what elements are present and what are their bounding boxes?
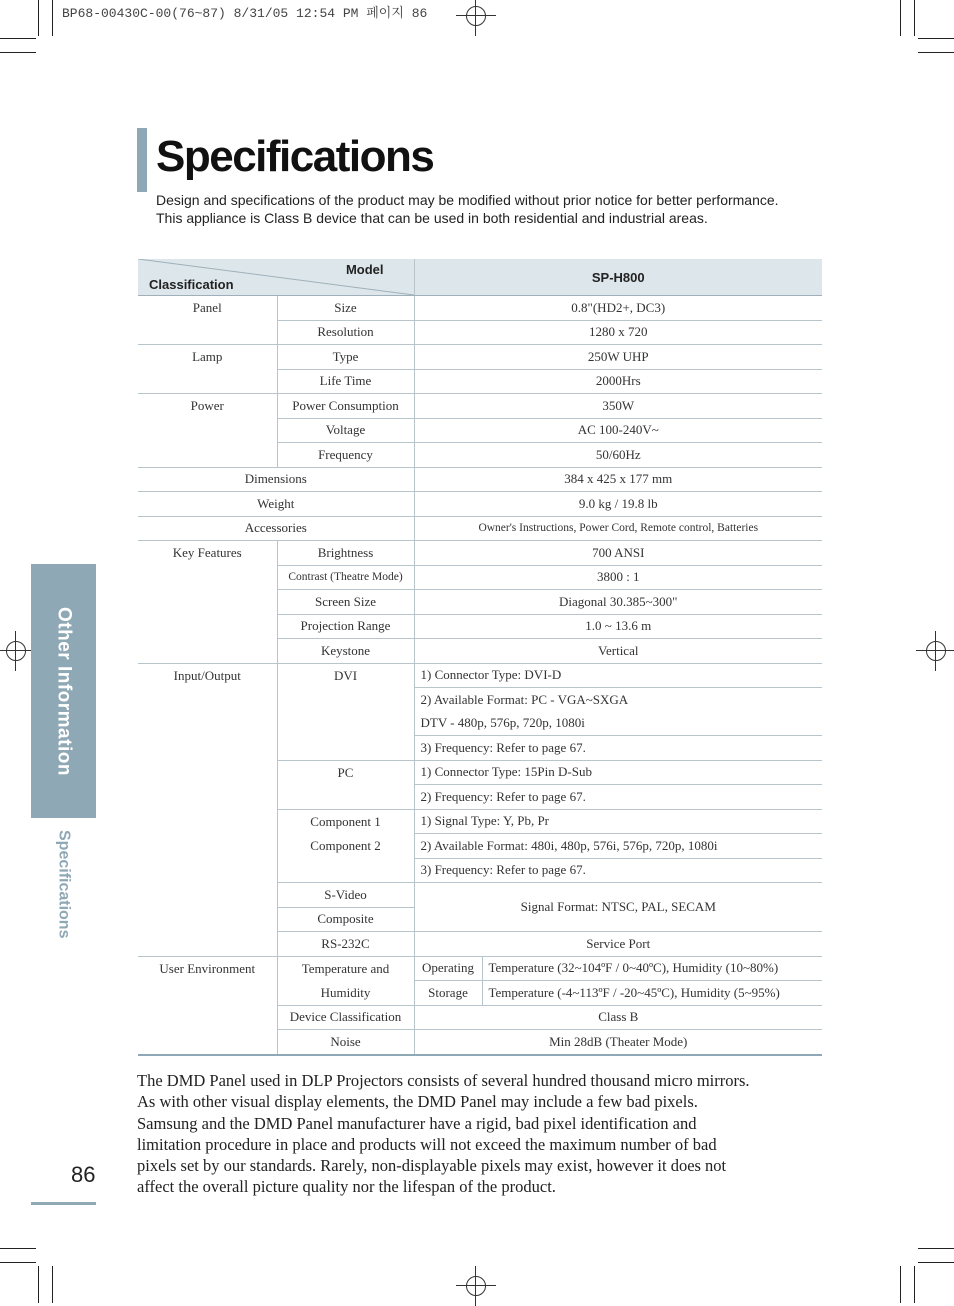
row-label: Keystone (277, 639, 414, 664)
crop-mark (52, 1266, 53, 1303)
note-line: pixels set by our standards. Rarely, non-displayable pixels may exist, however it does not (137, 1156, 727, 1176)
row-value: 1.0 ~ 13.6 m (414, 614, 822, 639)
note-line: Samsung and the DMD Panel manufacturer have a rigid, bad pixel identification and (137, 1113, 697, 1133)
group-label: Power (138, 394, 277, 468)
row-label: Accessories (138, 516, 414, 541)
group-label: Input/Output (138, 663, 277, 956)
crop-mark (0, 1262, 36, 1263)
crop-mark (900, 1266, 901, 1303)
crop-mark (52, 0, 53, 36)
title-accent-bar (137, 128, 147, 192)
note-line: The DMD Panel used in DLP Projectors consists of several hundred thousand micro mirrors. (137, 1071, 750, 1090)
row-value: 700 ANSI (414, 541, 822, 566)
row-value: 384 x 425 x 177 mm (414, 467, 822, 492)
row-label: Brightness (277, 541, 414, 566)
row-value: Owner's Instructions, Power Cord, Remote control, Batteries (414, 516, 822, 541)
row-label: Power Consumption (277, 394, 414, 419)
row-value: Signal Format: NTSC, PAL, SECAM (414, 883, 822, 932)
row-value: 2) Available Format: 480i, 480p, 576i, 576p, 720p, 1080i (414, 834, 822, 859)
dmd-panel-note (137, 1070, 817, 1198)
crop-mark (914, 1266, 915, 1303)
row-label: Component 1 (277, 809, 414, 834)
row-value: 3800 : 1 (414, 565, 822, 590)
crop-mark (900, 0, 901, 36)
row-value: Vertical (414, 639, 822, 664)
row-label: Voltage (277, 418, 414, 443)
crop-mark (0, 52, 36, 53)
group-label: Lamp (138, 345, 277, 394)
group-label: Key Features (138, 541, 277, 664)
model-name: SP-H800 (414, 259, 822, 296)
table-row (138, 541, 822, 566)
row-label: Resolution (277, 320, 414, 345)
row-value: Temperature (-4~113ºF / -20~45ºC), Humidity (5~95%) (482, 981, 822, 1006)
row-value: 250W UHP (414, 345, 822, 370)
row-value: 3) Frequency: Refer to page 67. (414, 736, 822, 761)
group-label: User Environment (138, 956, 277, 1055)
row-label: Dimensions (138, 467, 414, 492)
row-sub-label: Operating (414, 956, 482, 981)
table-row (138, 467, 822, 492)
row-value: 2) Available Format: PC - VGA~SXGA (420, 691, 629, 707)
row-value: Diagonal 30.385~300" (414, 590, 822, 615)
row-value: 1) Signal Type: Y, Pb, Pr (414, 809, 822, 834)
row-label: Type (277, 345, 414, 370)
section-name: Other Information (53, 606, 75, 776)
page-number: 86 (71, 1162, 96, 1187)
row-value: 3) Frequency: Refer to page 67. (414, 858, 822, 883)
table-row (138, 345, 822, 370)
row-value: 2) Frequency: Refer to page 67. (414, 785, 822, 810)
row-label: RS-232C (277, 932, 414, 957)
table-row (138, 663, 822, 688)
row-label: DVI (277, 663, 414, 760)
header-model: Model (345, 262, 384, 277)
row-value: Min 28dB (Theater Mode) (414, 1030, 822, 1055)
row-label: Projection Range (277, 614, 414, 639)
crop-mark (918, 52, 954, 53)
row-value: Class B (414, 1005, 822, 1030)
row-value: 1280 x 720 (414, 320, 822, 345)
row-label (277, 858, 414, 883)
row-value: DTV - 480p, 576p, 720p, 1080i (414, 712, 822, 736)
row-label: Frequency (277, 443, 414, 468)
header-classification: Classification (149, 277, 234, 292)
crop-mark (0, 1248, 36, 1249)
row-value: 1) Connector Type: 15Pin D-Sub (414, 760, 822, 785)
row-value: 2000Hrs (414, 369, 822, 394)
row-sub-label: Storage (414, 981, 482, 1006)
row-label: Screen Size (277, 590, 414, 615)
side-subsection (31, 830, 96, 939)
table-row (138, 956, 822, 981)
table-row (138, 394, 822, 419)
row-value: AC 100-240V~ (414, 418, 822, 443)
intro-line: Design and specifications of the product may be modified without prior notice for better performance. (156, 192, 779, 208)
row-value: Service Port (414, 932, 822, 957)
row-value: 1) Connector Type: DVI-D (414, 663, 822, 688)
note-line: limitation procedure in place and products will not exceed the maximum number of bad (137, 1134, 717, 1154)
crop-mark (918, 38, 954, 39)
intro-line: This appliance is Class B device that can be used in both residential and industrial areas. (156, 210, 708, 226)
table-row (138, 516, 822, 541)
crop-mark (38, 1266, 39, 1303)
row-label: Life Time (277, 369, 414, 394)
subsection-name: Specifications (55, 830, 73, 939)
row-label: PC (277, 760, 414, 809)
registration-mark-icon (916, 631, 954, 671)
row-label: Composite (277, 907, 414, 932)
row-value: Temperature (32~104ºF / 0~40ºC), Humidity (10~80%) (482, 956, 822, 981)
row-label: Weight (138, 492, 414, 517)
row-label: Temperature and (277, 956, 414, 981)
row-label: Noise (277, 1030, 414, 1055)
page-number-rule (31, 1202, 96, 1205)
row-label: Contrast (Theatre Mode) (277, 565, 414, 590)
row-label: Component 2 (277, 834, 414, 859)
crop-mark (918, 1248, 954, 1249)
row-value: 50/60Hz (414, 443, 822, 468)
page-title: Specifications (156, 132, 434, 181)
note-line: affect the overall picture quality nor the lifespan of the product. (137, 1177, 556, 1197)
group-label: Panel (138, 296, 277, 345)
header-diagonal-cell (138, 259, 414, 296)
row-value: 0.8"(HD2+, DC3) (414, 296, 822, 321)
row-value: 350W (414, 394, 822, 419)
registration-mark-icon (456, 1266, 496, 1306)
row-label: Humidity (277, 981, 414, 1006)
row-value: 9.0 kg / 19.8 lb (414, 492, 822, 517)
print-header: BP68-00430C-00(76~87) 8/31/05 12:54 PM 페이지 86 (62, 6, 428, 21)
row-label: Size (277, 296, 414, 321)
crop-mark (0, 38, 36, 39)
crop-mark (918, 1262, 954, 1263)
specifications-table (138, 259, 822, 1056)
side-tab-label (31, 564, 96, 818)
crop-mark (38, 0, 39, 36)
registration-mark-icon (456, 0, 496, 36)
note-line: As with other visual display elements, the DMD Panel may include a few bad pixels. (137, 1092, 698, 1112)
intro-text (156, 191, 779, 227)
table-row (138, 492, 822, 517)
table-header-row (138, 259, 822, 296)
table-row (138, 296, 822, 321)
crop-mark (914, 0, 915, 36)
row-label: S-Video (277, 883, 414, 908)
row-label: Device Classification (277, 1005, 414, 1030)
